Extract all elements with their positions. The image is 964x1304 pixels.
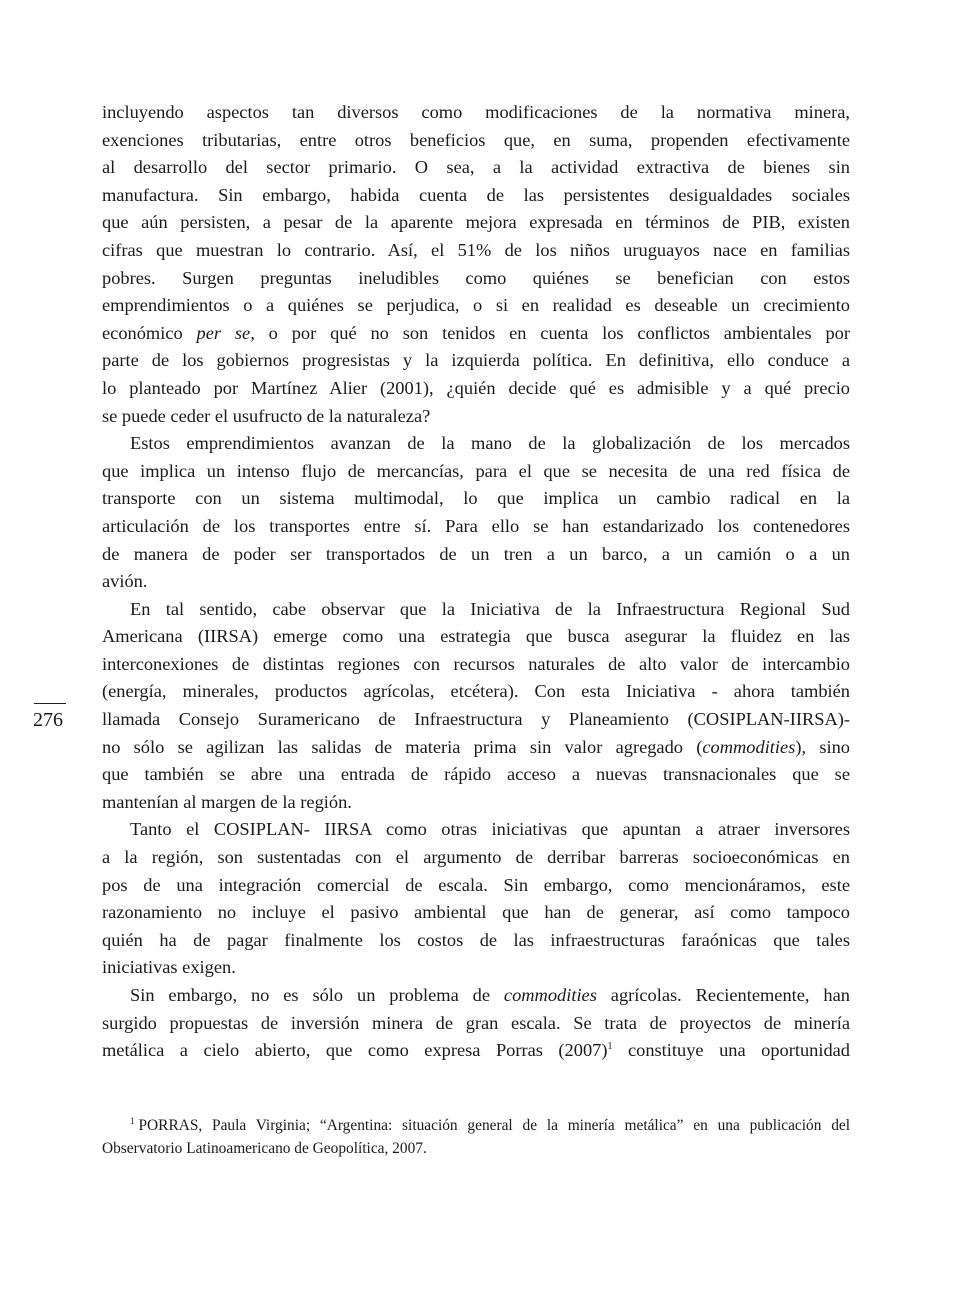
italic-term: commodities bbox=[702, 736, 796, 757]
text-line: En tal sentido, cabe observar que la Iniciativa de la Infraestructura Regional Sud bbox=[130, 598, 850, 619]
text-line: de manera de poder ser transportados de un tren a un barco, a un camión o a un bbox=[102, 543, 850, 564]
footnote-line bbox=[102, 1114, 850, 1137]
text-line: Estos emprendimientos avanzan de la mano de la globalización de los mercados bbox=[130, 433, 850, 454]
text-line: que también se abre una entrada de rápido acceso a nuevas transnacionales que se bbox=[102, 764, 850, 785]
paragraph-2 bbox=[102, 430, 850, 596]
text-line: manufactura. Sin embargo, habida cuenta de las persistentes desigualdades sociales bbox=[102, 184, 850, 205]
text-line: interconexiones de distintas regiones con recursos naturales de alto valor de intercambio bbox=[102, 653, 850, 674]
paragraph-1 bbox=[102, 99, 850, 430]
text-run: agrícolas. Recientemente, han bbox=[596, 985, 850, 1005]
text-run: o por qué no son tenidos en cuenta los conflictos ambientales por bbox=[254, 322, 850, 343]
text-run: no sólo se agilizan las salidas de materia prima sin valor agregado ( bbox=[102, 736, 703, 757]
text-line: llamada Consejo Suramericano de Infraestructura y Planeamiento (COSIPLAN-IIRSA)- bbox=[102, 709, 850, 730]
footnote-line: Observatorio Latinoamericano de Geopolítica, 2007. bbox=[102, 1140, 427, 1157]
text-line bbox=[102, 1037, 850, 1065]
text-line: mantenían al margen de la región. bbox=[102, 791, 352, 812]
text-line: razonamiento no incluye el pasivo ambiental que han de generar, así como tampoco bbox=[102, 902, 850, 923]
text-line bbox=[102, 982, 850, 1010]
text-line: articulación de los transportes entre sí. Para ello se han estandarizado los contenedores bbox=[102, 515, 850, 536]
text-line: (energía, minerales, productos agrícolas, etcétera). Con esta Iniciativa - ahora también bbox=[102, 681, 850, 702]
text-line: pos de una integración comercial de escala. Sin embargo, como mencionáramos, este bbox=[102, 874, 850, 895]
text-line: a la región, son sustentadas con el argumento de derribar barreras socioeconómicas en bbox=[102, 847, 850, 868]
paragraph-5 bbox=[102, 982, 850, 1065]
text-line: surgido propuestas de inversión minera de gran escala. Se trata de proyectos de minería bbox=[102, 1012, 850, 1033]
text-run: Sin embargo, no es sólo un problema de bbox=[130, 985, 504, 1005]
text-line: avión. bbox=[102, 571, 148, 592]
footnote-marker: 1 bbox=[130, 1116, 135, 1126]
text-line: Tanto el COSIPLAN- IIRSA como otras iniciativas que apuntan a atraer inversores bbox=[130, 819, 850, 840]
text-run: constituye una oportunidad bbox=[612, 1040, 850, 1061]
text-run: económico bbox=[102, 322, 197, 343]
paragraph-4 bbox=[102, 816, 850, 982]
text-line: Americana (IIRSA) emerge como una estrategia que busca asegurar la fluidez en las bbox=[102, 626, 850, 647]
footnotes bbox=[102, 1114, 850, 1160]
text-line: parte de los gobiernos progresistas y la izquierda política. En definitiva, ello conduce a bbox=[102, 350, 850, 371]
text-line: transporte con un sistema multimodal, lo que implica un cambio radical en la bbox=[102, 488, 850, 509]
text-line: cifras que muestran lo contrario. Así, el 51% de los niños uruguayos nace en familias bbox=[102, 239, 850, 260]
body-text bbox=[102, 99, 850, 1065]
paragraph-3 bbox=[102, 596, 850, 817]
text-line: pobres. Surgen preguntas ineludibles como quiénes se benefician con estos bbox=[102, 267, 850, 288]
text-line: exenciones tributarias, entre otros beneficios que, en suma, propenden efectivamente bbox=[102, 129, 850, 150]
text-line bbox=[102, 320, 850, 348]
italic-term: per se, bbox=[196, 322, 255, 343]
text-run: ), sino bbox=[795, 736, 851, 757]
text-line: quién ha de pagar finalmente los costos de las infraestructuras faraónicas que tales bbox=[102, 929, 850, 950]
text-line: incluyendo aspectos tan diversos como modificaciones de la normativa minera, bbox=[102, 102, 850, 122]
page-number-rule bbox=[34, 703, 66, 704]
text-line: que aún persisten, a pesar de la aparente mejora expresada en términos de PIB, existen bbox=[102, 212, 850, 233]
text-line: al desarrollo del sector primario. O sea, a la actividad extractiva de bienes sin bbox=[102, 157, 850, 178]
footnote-1 bbox=[102, 1114, 850, 1160]
text-line: que implica un intenso flujo de mercancías, para el que se necesita de una red física de bbox=[102, 460, 850, 481]
italic-term: commodities bbox=[503, 985, 597, 1005]
text-line: se puede ceder el usufructo de la naturaleza? bbox=[102, 405, 431, 426]
footnote-reference[interactable]: 1 bbox=[607, 1041, 613, 1053]
text-run: metálica a cielo abierto, que como expresa Porras (2007) bbox=[102, 1040, 608, 1061]
page-number: 276 bbox=[33, 709, 63, 731]
text-line: lo planteado por Martínez Alier (2001), ¿quién decide qué es admisible y a qué precio bbox=[102, 377, 850, 398]
footnote-text: PORRAS, Paula Virginia; “Argentina: situación general de la minería metálica” en una publicación del bbox=[138, 1117, 850, 1134]
text-line: iniciativas exigen. bbox=[102, 957, 236, 978]
text-line bbox=[102, 734, 850, 762]
text-line: emprendimientos o a quiénes se perjudica, o si en realidad es deseable un crecimiento bbox=[102, 295, 850, 316]
